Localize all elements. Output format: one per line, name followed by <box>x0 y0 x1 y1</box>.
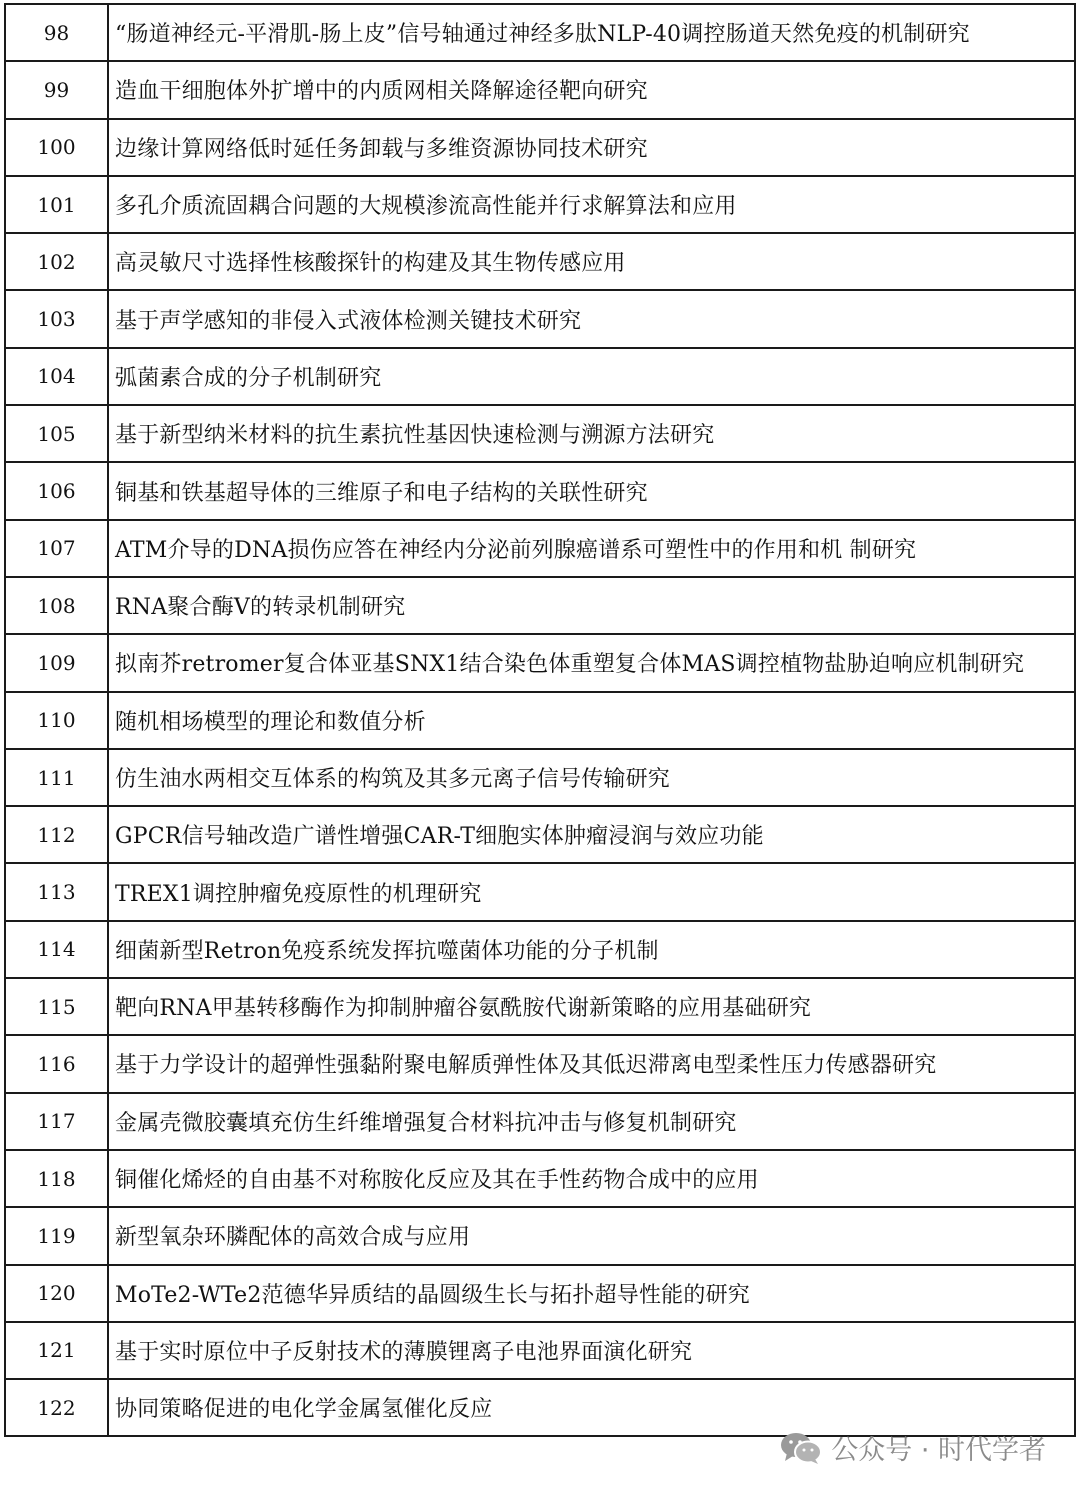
project-title: 协同策略促进的电化学金属氢催化反应 <box>108 1379 1075 1436</box>
row-number: 110 <box>5 692 108 749</box>
project-title: 拟南芥retromer复合体亚基SNX1结合染色体重塑复合体MAS调控植物盐胁迫响应机制研究 <box>108 634 1075 691</box>
table-row <box>5 119 1075 176</box>
project-title: MoTe2-WTe2范德华异质结的晶圆级生长与拓扑超导性能的研究 <box>108 1265 1075 1322</box>
row-number: 107 <box>5 520 108 577</box>
project-title: “肠道神经元-平滑肌-肠上皮”信号轴通过神经多肽NLP-40调控肠道天然免疫的机制研究 <box>108 4 1075 61</box>
row-number: 111 <box>5 749 108 806</box>
project-title: 造血干细胞体外扩增中的内质网相关降解途径靶向研究 <box>108 61 1075 118</box>
table-row <box>5 1265 1075 1322</box>
project-title: 弧菌素合成的分子机制研究 <box>108 348 1075 405</box>
table-row <box>5 1322 1075 1379</box>
table-row <box>5 462 1075 519</box>
row-number: 112 <box>5 806 108 863</box>
project-title: 仿生油水两相交互体系的构筑及其多元离子信号传输研究 <box>108 749 1075 806</box>
project-title: 基于实时原位中子反射技术的薄膜锂离子电池界面演化研究 <box>108 1322 1075 1379</box>
row-number: 120 <box>5 1265 108 1322</box>
table-row <box>5 1207 1075 1264</box>
project-title: 基于新型纳米材料的抗生素抗性基因快速检测与溯源方法研究 <box>108 405 1075 462</box>
table-row <box>5 692 1075 749</box>
row-number: 116 <box>5 1035 108 1092</box>
project-title: 铜基和铁基超导体的三维原子和电子结构的关联性研究 <box>108 462 1075 519</box>
table-row <box>5 61 1075 118</box>
row-number: 100 <box>5 119 108 176</box>
row-number: 106 <box>5 462 108 519</box>
table-row <box>5 1093 1075 1150</box>
row-number: 114 <box>5 921 108 978</box>
project-title: GPCR信号轴改造广谱性增强CAR-T细胞实体肿瘤浸润与效应功能 <box>108 806 1075 863</box>
row-number: 105 <box>5 405 108 462</box>
project-title: 边缘计算网络低时延任务卸载与多维资源协同技术研究 <box>108 119 1075 176</box>
row-number: 118 <box>5 1150 108 1207</box>
table-row <box>5 921 1075 978</box>
row-number: 117 <box>5 1093 108 1150</box>
row-number: 113 <box>5 863 108 920</box>
project-title: 随机相场模型的理论和数值分析 <box>108 692 1075 749</box>
row-number: 98 <box>5 4 108 61</box>
project-title: RNA聚合酶V的转录机制研究 <box>108 577 1075 634</box>
row-number: 115 <box>5 978 108 1035</box>
table-row <box>5 4 1075 61</box>
table-row <box>5 290 1075 347</box>
row-number: 109 <box>5 634 108 691</box>
wechat-icon <box>779 1431 823 1465</box>
row-number: 104 <box>5 348 108 405</box>
project-title: 多孔介质流固耦合问题的大规模渗流高性能并行求解算法和应用 <box>108 176 1075 233</box>
project-title: ATM介导的DNA损伤应答在神经内分泌前列腺癌谱系可塑性中的作用和机 制研究 <box>108 520 1075 577</box>
table-row <box>5 348 1075 405</box>
project-title: 新型氧杂环膦配体的高效合成与应用 <box>108 1207 1075 1264</box>
watermark <box>779 1428 1046 1467</box>
table-row <box>5 634 1075 691</box>
row-number: 103 <box>5 290 108 347</box>
table-row <box>5 405 1075 462</box>
table-row <box>5 978 1075 1035</box>
project-title: 基于声学感知的非侵入式液体检测关键技术研究 <box>108 290 1075 347</box>
project-title: 高灵敏尺寸选择性核酸探针的构建及其生物传感应用 <box>108 233 1075 290</box>
table-row <box>5 176 1075 233</box>
row-number: 122 <box>5 1379 108 1436</box>
project-title: 铜催化烯烃的自由基不对称胺化反应及其在手性药物合成中的应用 <box>108 1150 1075 1207</box>
table-row <box>5 577 1075 634</box>
row-number: 101 <box>5 176 108 233</box>
table-row <box>5 806 1075 863</box>
project-title: TREX1调控肿瘤免疫原性的机理研究 <box>108 863 1075 920</box>
project-title: 靶向RNA甲基转移酶作为抑制肿瘤谷氨酰胺代谢新策略的应用基础研究 <box>108 978 1075 1035</box>
table-row <box>5 233 1075 290</box>
project-title: 基于力学设计的超弹性强黏附聚电解质弹性体及其低迟滞离电型柔性压力传感器研究 <box>108 1035 1075 1092</box>
row-number: 121 <box>5 1322 108 1379</box>
project-table-body <box>5 4 1075 1436</box>
row-number: 102 <box>5 233 108 290</box>
table-row <box>5 1035 1075 1092</box>
watermark-text: 公众号 · 时代学者 <box>831 1435 1046 1466</box>
project-title: 金属壳微胶囊填充仿生纤维增强复合材料抗冲击与修复机制研究 <box>108 1093 1075 1150</box>
table-row <box>5 520 1075 577</box>
row-number: 108 <box>5 577 108 634</box>
row-number: 99 <box>5 61 108 118</box>
table-row <box>5 863 1075 920</box>
project-title: 细菌新型Retron免疫系统发挥抗噬菌体功能的分子机制 <box>108 921 1075 978</box>
project-table <box>4 3 1076 1437</box>
row-number: 119 <box>5 1207 108 1264</box>
table-row <box>5 749 1075 806</box>
table-row <box>5 1150 1075 1207</box>
